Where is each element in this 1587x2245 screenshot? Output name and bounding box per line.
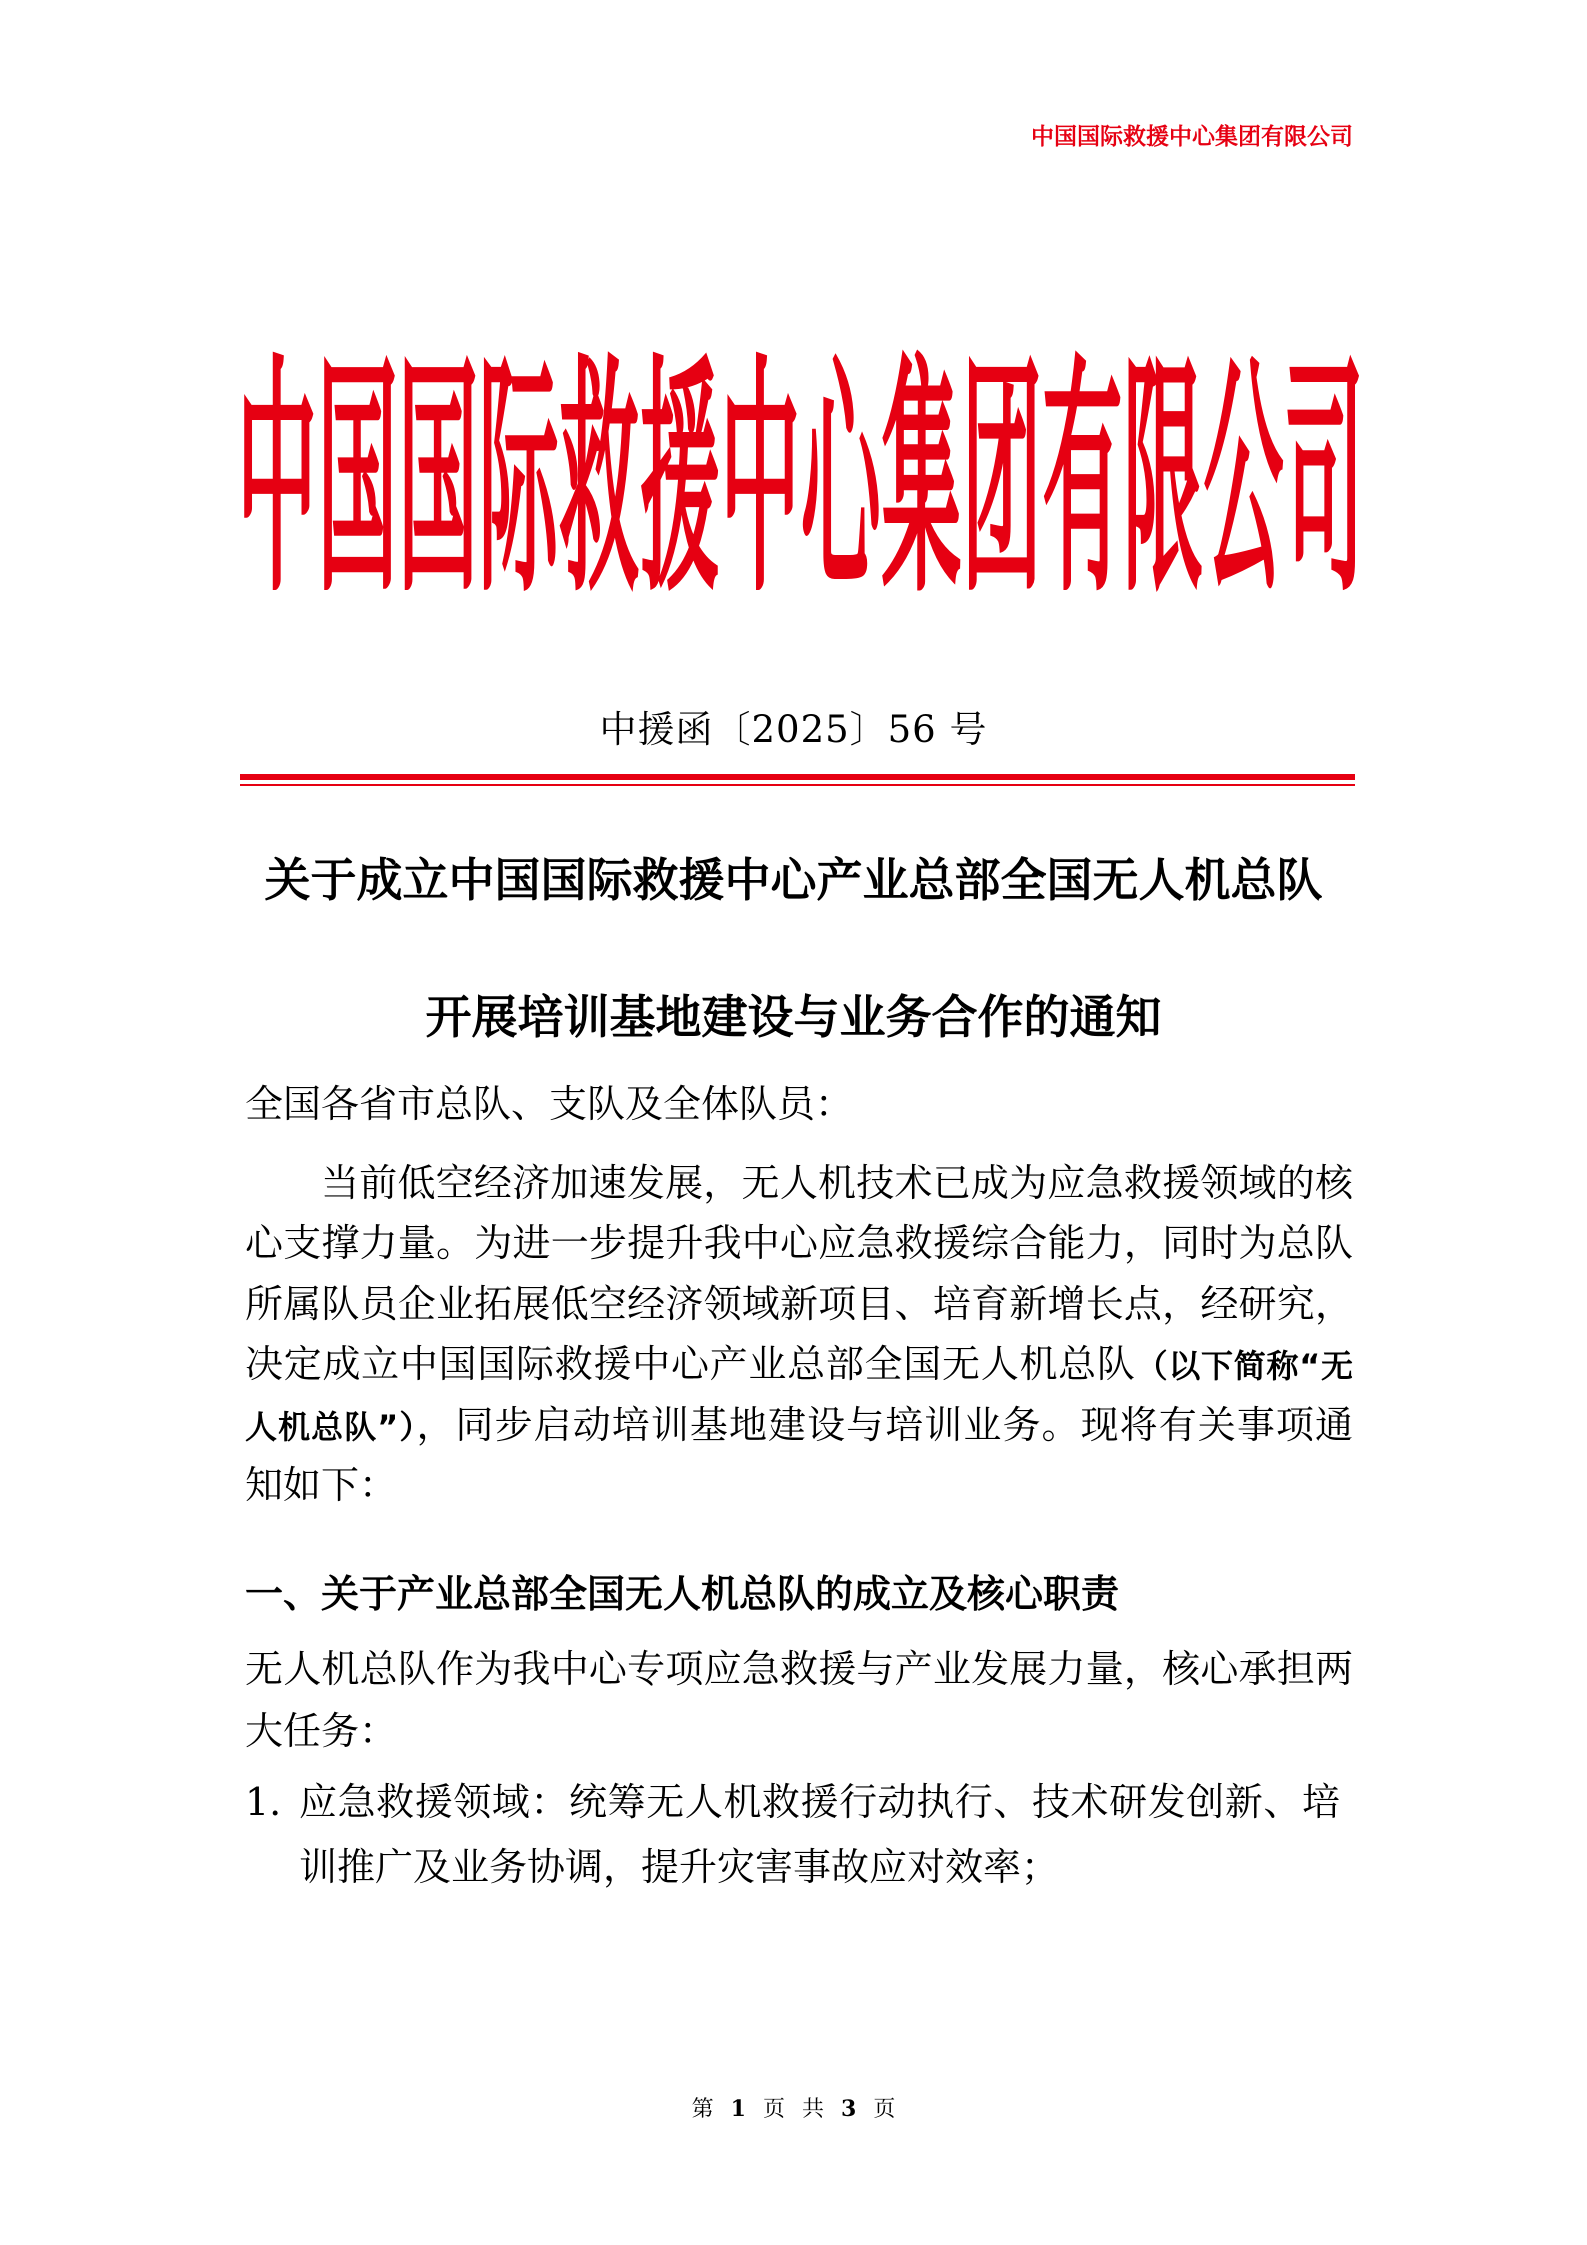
line-text: 当前低空经济加速发展，无人机技术已成为应急救援领域的核 — [321, 1161, 1353, 1205]
paragraph-line — [245, 1153, 1353, 1213]
page-footer — [0, 2094, 1587, 2124]
salutation: 全国各省市总队、支队及全体队员： — [245, 1082, 854, 1126]
paragraph-line — [245, 1213, 1353, 1273]
paragraph-line: 无人机总队作为我中心专项应急救援与产业发展力量，核心承担两 — [245, 1647, 1353, 1691]
page-label-suffix: 页 — [873, 2097, 896, 2122]
line-text: ，同步启动培训基地建设与培训业务。现将有关事项通 — [416, 1402, 1353, 1447]
list-item-text — [299, 1770, 1340, 1900]
paragraph-line — [245, 1334, 1353, 1394]
total-label: 共 — [802, 2097, 825, 2122]
list-item — [245, 1770, 1353, 1900]
paragraph-line — [245, 1274, 1353, 1334]
page-label-prefix: 第 — [691, 2097, 714, 2122]
current-page-number: 1 — [730, 2096, 746, 2122]
notice-title-line: 开展培训基地建设与业务合作的通知 — [425, 992, 1162, 1043]
line-text: 所属队员企业拓展低空经济领域新项目、培育新增长点，经研究， — [245, 1281, 1353, 1326]
letterhead-rule-thick — [240, 774, 1355, 780]
document-number: 中援函〔2025〕56 号 — [599, 708, 988, 751]
line-text: 知如下： — [245, 1462, 398, 1507]
paragraph-line: 大任务： — [245, 1709, 398, 1753]
header-company-name: 中国国际救援中心集团有限公司 — [1031, 124, 1353, 149]
intro-paragraph — [245, 1153, 1353, 1515]
notice-title-line: 关于成立中国国际救援中心产业总部全国无人机总队 — [264, 855, 1323, 906]
section-1-heading: 一、关于产业总部全国无人机总队的成立及核心职责 — [245, 1571, 1120, 1616]
list-item-line: 训推广及业务协调，提升灾害事故应对效率； — [299, 1845, 1060, 1889]
paragraph-line — [245, 1455, 1353, 1515]
abbreviation-note: （以下简称“无 — [1135, 1347, 1353, 1386]
total-pages-number: 3 — [841, 2096, 857, 2122]
line-text: 心支撑力量。为进一步提升我中心应急救援综合能力，同时为总队 — [245, 1221, 1353, 1266]
section-1-paragraph — [245, 1638, 1353, 1762]
paragraph-line — [245, 1395, 1353, 1455]
list-item-number: 1. — [245, 1780, 282, 1824]
page-label-unit: 页 — [762, 2097, 785, 2122]
letterhead-rule-thin — [240, 784, 1355, 786]
abbreviation-note: 人机总队”） — [245, 1407, 417, 1446]
list-item-line: 应急救援领域：统筹无人机救援行动执行、技术研发创新、培 — [299, 1780, 1340, 1824]
line-text: 决定成立中国国际救援中心产业总部全国无人机总队 — [245, 1342, 1136, 1387]
letterhead-title: 中国国际救援中心集团有限公司 — [237, 331, 1364, 627]
notice-title — [0, 812, 1587, 1086]
